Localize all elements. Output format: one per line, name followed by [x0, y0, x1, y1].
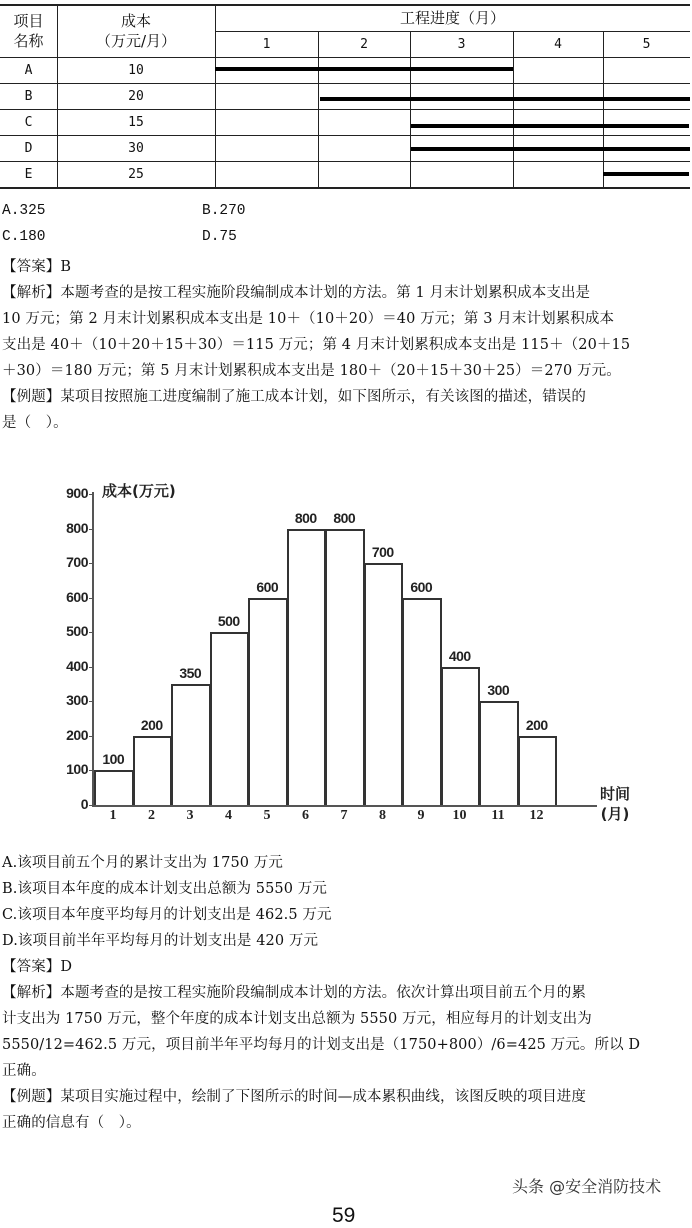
y-tick-mark	[89, 494, 93, 495]
q3-stem-line: 正确的信息有（ ）。	[2, 1115, 141, 1131]
x-tick-label: 1	[109, 808, 117, 823]
header-month-4: 4	[554, 37, 562, 52]
row-b-cost: 20	[128, 89, 144, 104]
x-tick-label: 8	[379, 808, 386, 823]
header-month-5: 5	[642, 37, 651, 52]
row-c-name: C	[24, 115, 33, 130]
header-item-line2: 名称	[13, 32, 44, 50]
x-tick-label: 11	[491, 808, 505, 823]
bar-month-4	[210, 632, 250, 805]
row-e-schedule-bar	[603, 172, 689, 176]
bar-value-label: 600	[256, 578, 279, 595]
page-number: 59	[332, 1204, 356, 1227]
x-tick-label: 10	[452, 808, 467, 823]
row-b-name: B	[24, 89, 33, 104]
q1-option-a: A.325	[2, 203, 46, 219]
y-tick-mark	[89, 598, 93, 599]
bar-value-label: 600	[410, 578, 433, 595]
bar-month-9	[402, 598, 442, 805]
y-tick-label: 600	[66, 588, 88, 605]
header-item-line1: 项目	[13, 12, 44, 30]
q1-option-d: D.75	[202, 229, 237, 245]
q2-stem-line: 【例题】某项目按照施工进度编制了施工成本计划，如下图所示，有关该图的描述，错误的	[2, 389, 586, 405]
q2-option-b: B.该项目本年度的成本计划支出总额为 5550 万元	[2, 881, 327, 897]
bar-month-6	[287, 529, 327, 805]
header-month-1: 1	[262, 37, 271, 52]
x-axis-title-line1: 时间	[600, 785, 631, 803]
row-a-cost: 10	[128, 63, 144, 78]
x-tick-label: 5	[263, 808, 271, 823]
row-c-schedule-bar	[411, 124, 689, 128]
q1-option-b: B.270	[202, 203, 246, 219]
bar-value-label: 700	[371, 544, 394, 561]
y-tick-label: 800	[66, 519, 88, 536]
q3-stem-line: 【例题】某项目实施过程中，绘制了下图所示的时间—成本累积曲线，该图反映的项目进度	[2, 1089, 586, 1105]
q2-option-d: D.该项目前半年平均每月的计划支出是 420 万元	[2, 933, 319, 949]
x-axis	[92, 805, 597, 807]
bar-month-7	[325, 529, 365, 805]
q2-analysis-line: 5550/12=462.5 万元，项目前半年平均每月的计划支出是（1750+800）/6=425 万元。所以 D	[2, 1037, 641, 1053]
y-tick-label: 200	[66, 726, 88, 743]
x-tick-label: 12	[529, 808, 544, 823]
bar-value-label: 350	[179, 665, 202, 682]
q2-stem-line: 是（ ）。	[2, 415, 68, 431]
y-tick-label: 100	[66, 761, 88, 778]
row-a-name: A	[24, 63, 33, 78]
y-tick-mark	[89, 736, 93, 737]
row-e-cost: 25	[128, 167, 144, 182]
x-tick-label: 9	[417, 808, 425, 823]
y-tick-mark	[89, 667, 93, 668]
header-cost-line2: （万元/月）	[95, 32, 177, 50]
bar-value-label: 300	[487, 682, 510, 699]
x-tick-label: 3	[186, 808, 194, 823]
row-c-cost: 15	[128, 115, 144, 130]
bar-month-3	[171, 684, 211, 805]
x-axis-title-line2: (月)	[600, 805, 630, 823]
y-tick-mark	[89, 563, 93, 564]
y-axis-title: 成本(万元)	[102, 482, 176, 500]
row-e-name: E	[24, 167, 33, 182]
row-d-cost: 30	[128, 141, 144, 156]
q1-analysis-line: ＋30）＝180 万元；第 5 月末计划累积成本支出是 180＋（20＋15＋30＋25）＝270 万元。	[2, 363, 621, 379]
q1-analysis-line: 10 万元；第 2 月末计划累积成本支出是 10＋（10＋20）＝40 万元；第 3 月末计划累积成本	[2, 311, 615, 327]
header-month-3: 3	[457, 37, 466, 52]
bar-value-label: 800	[333, 509, 356, 526]
q2-answer: 【答案】D	[2, 959, 73, 975]
y-tick-label: 500	[66, 623, 88, 640]
row-d-schedule-bar	[411, 147, 690, 151]
q2-analysis-line: 【解析】本题考查的是按工程实施阶段编制成本计划的方法。依次计算出项目前五个月的累	[2, 985, 586, 1001]
y-tick-mark	[89, 805, 93, 806]
row-b-schedule-bar	[320, 97, 690, 101]
x-tick-label: 4	[225, 808, 232, 823]
q1-option-c: C.180	[2, 229, 46, 245]
header-month-2: 2	[360, 37, 368, 52]
header-progress: 工程进度（月）	[399, 9, 505, 27]
bar-month-1	[94, 770, 134, 805]
table-bottom-rule	[0, 187, 690, 189]
q1-analysis-line: 【解析】本题考查的是按工程实施阶段编制成本计划的方法。第 1 月末计划累积成本支出是	[2, 285, 591, 301]
bar-month-5	[248, 598, 288, 805]
y-tick-mark	[89, 701, 93, 702]
q2-option-a: A.该项目前五个月的累计支出为 1750 万元	[2, 855, 283, 871]
header-item-name	[0, 5, 57, 57]
bar-value-label: 500	[217, 613, 240, 630]
y-tick-mark	[89, 632, 93, 633]
monthly-cost-bar-chart	[0, 470, 692, 850]
gantt-schedule-table	[0, 0, 692, 190]
row-a-schedule-bar	[215, 67, 513, 71]
q2-analysis-line: 计支出为 1750 万元，整个年度的成本计划支出总额为 5550 万元，相应每月的计划支出为	[2, 1011, 592, 1027]
y-tick-label: 300	[66, 692, 88, 709]
y-tick-label: 900	[66, 485, 88, 501]
bar-month-8	[364, 563, 404, 805]
watermark-text: 头条 @安全消防技术	[512, 1177, 662, 1196]
x-tick-label: 2	[148, 808, 155, 823]
y-tick-label: 400	[66, 657, 88, 674]
bar-value-label: 100	[102, 751, 125, 768]
q2-option-c: C.该项目本年度平均每月的计划支出是 462.5 万元	[2, 907, 332, 923]
y-tick-label: 700	[66, 554, 88, 571]
row-d-name: D	[24, 141, 33, 156]
q1-answer: 【答案】B	[2, 259, 72, 275]
bar-value-label: 200	[525, 716, 548, 733]
bar-value-label: 400	[448, 647, 471, 664]
header-cost-line1: 成本	[120, 12, 151, 30]
bar-month-2	[133, 736, 173, 805]
bar-month-12	[518, 736, 558, 805]
x-axis-title	[600, 784, 630, 824]
y-tick-label: 0	[80, 796, 88, 812]
header-cost	[57, 5, 215, 57]
y-tick-mark	[89, 770, 93, 771]
q1-analysis-line: 支出是 40＋（10＋20＋15＋30）＝115 万元；第 4 月末计划累积成本支出是 115＋（20＋15	[2, 337, 631, 353]
x-tick-label: 7	[340, 808, 348, 823]
bar-value-label: 200	[140, 716, 163, 733]
y-tick-mark	[89, 529, 93, 530]
x-tick-label: 6	[302, 808, 309, 823]
bar-value-label: 800	[294, 509, 317, 526]
q2-analysis-line: 正确。	[2, 1063, 46, 1079]
